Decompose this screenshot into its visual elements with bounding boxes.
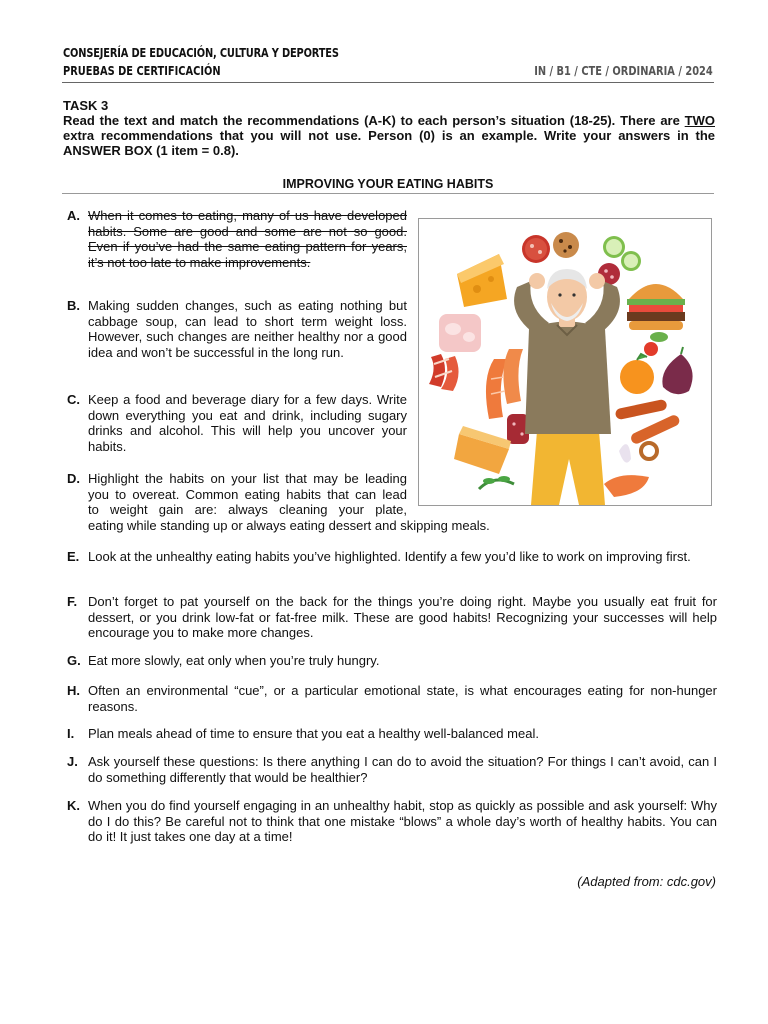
pretzel-icon	[641, 443, 657, 459]
item-letter: B.	[67, 298, 80, 313]
item-text: Often an environmental “cue”, or a particular emotional state, is what encourages eating for non-hunger reasons.	[88, 683, 717, 714]
header-organization: CONSEJERÍA DE EDUCACIÓN, CULTURA Y DEPORTES	[63, 46, 339, 60]
item-text: Ask yourself these questions: Is there anything I can do to avoid the situation? For things I can’t avoid, can I do something differently that would be healthier?	[88, 754, 717, 785]
item-text: When it comes to eating, many of us have developed habits. Some are good and some are not so good. Even if you’ve had the same eating pattern for years, it’s not too late to make improvements.	[88, 208, 407, 270]
recommendation-b	[67, 298, 407, 360]
sausages-icon	[615, 399, 682, 446]
item-text: Eat more slowly, eat only when you’re truly hungry.	[88, 653, 380, 668]
item-text: Plan meals ahead of time to ensure that you eat a healthy well-balanced meal.	[88, 726, 539, 741]
recommendation-a	[67, 208, 407, 270]
header-exam-code: IN / B1 / CTE / ORDINARIA / 2024	[534, 64, 713, 78]
man-figure	[514, 269, 620, 505]
garlic-icon	[619, 444, 631, 462]
task-instructions	[63, 113, 715, 158]
article-title: IMPROVING YOUR EATING HABITS	[282, 177, 494, 191]
source-citation: (Adapted from: cdc.gov)	[577, 874, 716, 889]
item-letter: D.	[67, 471, 80, 486]
item-letter: I.	[67, 726, 75, 741]
orange-icon	[620, 354, 654, 394]
recommendation-k	[67, 798, 717, 845]
bacon-icon	[429, 354, 459, 391]
food-illustration	[418, 218, 712, 506]
item-text: Making sudden changes, such as eating nothing but cabbage soup, can lead to short term weight loss. However, such changes are neither healthy nor a good idea and won’t be successful in the long run.	[88, 298, 407, 360]
recommendation-e	[67, 549, 717, 565]
item-letter: K.	[67, 798, 80, 813]
item-letter: A.	[67, 208, 80, 223]
cheese-icon	[457, 254, 507, 307]
instr-two-underlined: TWO	[684, 113, 715, 128]
item-text: When you do find yourself engaging in an unhealthy habit, stop as quickly as possible and ask yourself: Why do I do this? Be careful not to think that one mistake “blows” a whole day’s worth of healthy habits. You can do it! It just takes one day at a time!	[88, 798, 717, 845]
man-surrounded-by-food-image	[419, 219, 711, 505]
item-letter: F.	[67, 594, 78, 609]
pea-icon	[650, 332, 668, 342]
item-letter: C.	[67, 392, 80, 407]
item-text-line-4: eating while standing up or always eating dessert and skipping meals.	[88, 517, 490, 533]
recommendation-h	[67, 683, 717, 714]
title-divider	[62, 193, 714, 194]
item-letter: G.	[67, 653, 81, 668]
header-subtitle: PRUEBAS DE CERTIFICACIÓN	[63, 64, 221, 78]
salami-icon	[522, 235, 550, 263]
item-text-line-3: to weight gain are: always cleaning your plate,	[88, 502, 407, 518]
item-text-line-1: Highlight the habits on your list that may be leading	[88, 471, 407, 486]
tomato-icon	[644, 342, 658, 356]
item-text-line-2: you to overeat. Common eating habits that can lead	[88, 486, 407, 502]
instr-part-2: extra recommendations that you will not use. Person (0) is an example. Write your answers in the ANSWER BOX (1 item = 0.8).	[63, 128, 715, 158]
fig-icon	[662, 347, 692, 394]
item-letter: E.	[67, 549, 80, 564]
item-letter: H.	[67, 683, 80, 698]
recommendation-j	[67, 754, 717, 785]
recommendation-i	[67, 726, 717, 742]
cake-icon	[454, 426, 511, 474]
item-text: Look at the unhealthy eating habits you’ve highlighted. Identify a few you’d like to work on improving first.	[88, 549, 691, 564]
salmon-icon	[486, 349, 523, 419]
instr-part-1: Read the text and match the recommendations (A-K) to each person’s situation (18-25). There are	[63, 113, 685, 128]
herbs-icon	[479, 476, 514, 489]
task-label: TASK 3	[63, 98, 109, 113]
item-text: Keep a food and beverage diary for a few days. Write down everything you eat and drink, including sugary drinks and alcohol. This will help you uncover your habits.	[88, 392, 407, 454]
ham-icon	[439, 314, 481, 352]
cookie-icon	[553, 232, 579, 258]
burger-icon	[627, 284, 685, 330]
fish-fillet-icon	[604, 475, 649, 497]
header-divider	[62, 82, 714, 83]
item-text: Don’t forget to pat yourself on the back for the things you’re doing right. Maybe you usually eat fruit for dessert, or you drink low-fat or fat-free milk. These are good habits! Recognizing your successes will help encourage you to make more changes.	[88, 594, 717, 641]
item-letter: J.	[67, 754, 78, 769]
recommendation-c	[67, 392, 407, 454]
recommendation-g	[67, 653, 717, 669]
recommendation-f	[67, 594, 717, 641]
